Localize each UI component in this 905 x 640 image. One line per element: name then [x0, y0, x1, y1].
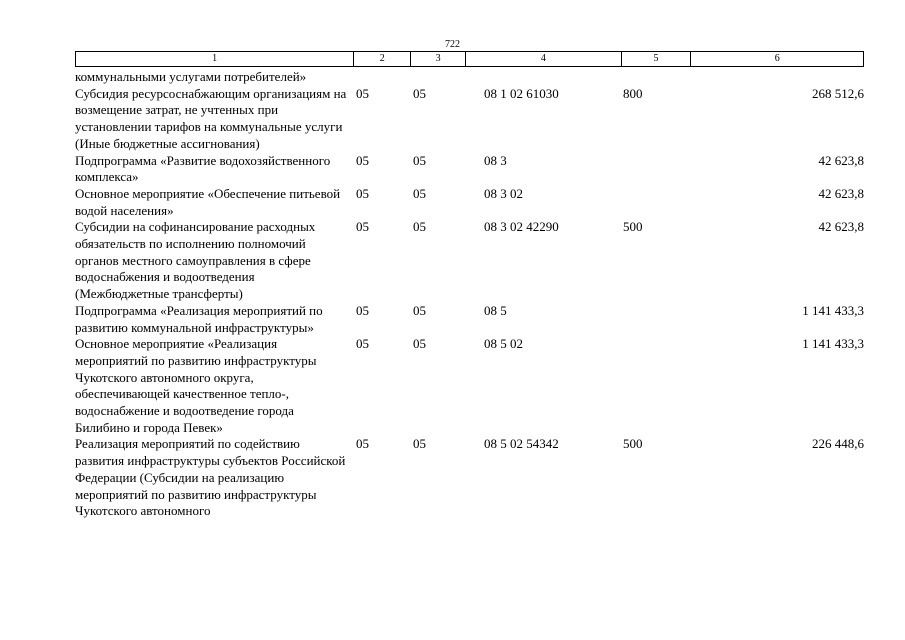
row-csr	[466, 69, 622, 86]
table-header	[75, 51, 864, 67]
row-pr: 05	[413, 219, 426, 235]
header-col-2: 2	[354, 52, 411, 66]
row-pr: 05	[413, 336, 426, 352]
header-col-1: 1	[76, 52, 354, 66]
row-sum	[692, 69, 864, 86]
row-vr	[622, 69, 692, 86]
row-sum: 1 141 433,3	[802, 336, 864, 352]
row-name: Основное мероприятие «Реализация мероприятий по развитию инфраструктуры Чукотского автономного округа, обеспечивающей качественное тепло-, водоснабжение и водоотведение города Билибино и города Певек»	[75, 336, 317, 435]
row-rz: 05	[356, 219, 369, 235]
row-sum: 1 141 433,3	[802, 302, 864, 318]
table-row	[75, 336, 864, 436]
table-row	[75, 436, 864, 520]
table-row	[75, 86, 864, 153]
row-sum: 268 512,6	[812, 85, 864, 101]
header-col-3: 3	[411, 52, 466, 66]
row-vr	[622, 303, 692, 336]
row-name: Реализация мероприятий по содействию развития инфраструктуры субъектов Российской Федерации (Субсидии на реализацию мероприятий по развитию инфраструктуры Чукотского автономного	[75, 436, 346, 519]
row-csr: 08 5 02 54342	[484, 436, 559, 452]
row-pr: 05	[413, 85, 426, 101]
row-sum: 226 448,6	[812, 436, 864, 452]
row-sum: 42 623,8	[818, 185, 864, 201]
row-name: Основное мероприятие «Обеспечение питьевой водой населения»	[75, 185, 341, 218]
table-row	[75, 153, 864, 186]
row-rz: 05	[356, 436, 369, 452]
row-name: коммунальными услугами потребителей»	[75, 69, 307, 84]
row-name: Субсидия ресурсоснабжающим организациям на возмещение затрат, не учтенных при установлении тарифов на коммунальные услуги (Иные бюджетные ассигнования)	[75, 85, 347, 151]
row-vr: 500	[623, 219, 643, 235]
header-col-6: 6	[774, 53, 780, 64]
row-vr	[622, 336, 692, 436]
row-rz: 05	[356, 152, 369, 168]
row-rz: 05	[356, 85, 369, 101]
row-pr	[411, 69, 466, 86]
row-csr: 08 5	[484, 302, 507, 318]
row-csr: 08 3 02	[484, 185, 523, 201]
table-row	[75, 303, 864, 336]
row-vr: 500	[623, 436, 643, 452]
row-csr: 08 5 02	[484, 336, 523, 352]
row-rz: 05	[356, 336, 369, 352]
row-sum: 42 623,8	[818, 219, 864, 235]
row-vr	[622, 186, 692, 219]
row-rz: 05	[356, 185, 369, 201]
row-name: Подпрограмма «Развитие водохозяйственного комплекса»	[75, 152, 331, 185]
row-csr: 08 3 02 42290	[484, 219, 559, 235]
page-number: 722	[445, 39, 460, 50]
row-rz: 05	[356, 302, 369, 318]
table-row	[75, 219, 864, 303]
row-rz	[354, 69, 411, 86]
row-pr: 05	[413, 302, 426, 318]
table-body	[75, 69, 864, 520]
table-row	[75, 69, 864, 86]
row-pr: 05	[413, 436, 426, 452]
header-col-4: 4	[466, 52, 622, 66]
row-sum: 42 623,8	[818, 152, 864, 168]
table-row	[75, 186, 864, 219]
row-pr: 05	[413, 185, 426, 201]
row-csr: 08 3	[484, 152, 507, 168]
row-pr: 05	[413, 152, 426, 168]
row-vr: 800	[623, 85, 643, 101]
row-vr	[622, 153, 692, 186]
row-name: Подпрограмма «Реализация мероприятий по развитию коммунальной инфраструктуры»	[75, 302, 323, 335]
header-col-5: 5	[622, 52, 692, 66]
row-csr: 08 1 02 61030	[484, 85, 559, 101]
row-name: Субсидии на софинансирование расходных обязательств по исполнению полномочий органов местного самоуправления в сфере водоснабжения и водоотведения (Межбюджетные трансферты)	[75, 219, 316, 302]
